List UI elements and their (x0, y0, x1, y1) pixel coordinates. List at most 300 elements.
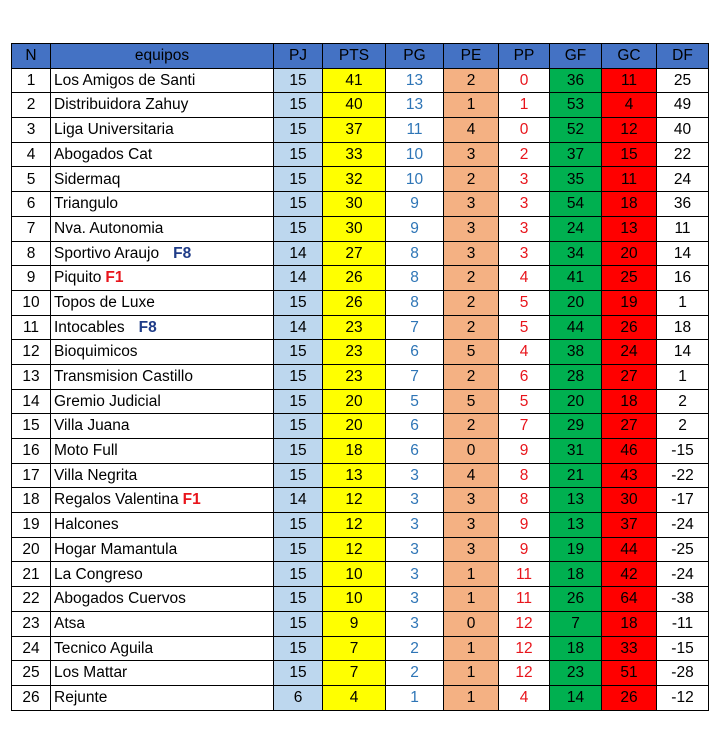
team-flag-badge: F8 (138, 318, 157, 336)
header-gc: GC (602, 44, 657, 69)
cell-gc: 20 (602, 241, 657, 266)
cell-pts: 26 (323, 290, 386, 315)
cell-gf: 26 (550, 587, 602, 612)
team-name: Nva. Autonomia (54, 219, 164, 237)
cell-team (51, 340, 274, 365)
cell-gc: 19 (602, 290, 657, 315)
cell-team (51, 266, 274, 291)
team-name: Halcones (54, 516, 119, 534)
cell-pp: 12 (499, 611, 550, 636)
cell-gf: 7 (550, 611, 602, 636)
table-row (12, 636, 709, 661)
cell-pg: 2 (386, 661, 444, 686)
table-row (12, 118, 709, 143)
cell-gc: 12 (602, 118, 657, 143)
cell-team (51, 488, 274, 513)
team-flag-badge: F1 (105, 269, 124, 287)
cell-gc: 51 (602, 661, 657, 686)
cell-gc: 64 (602, 587, 657, 612)
header-equipos: equipos (51, 44, 274, 69)
table-row (12, 389, 709, 414)
cell-pts: 12 (323, 513, 386, 538)
cell-pj: 15 (274, 463, 323, 488)
cell-pts: 20 (323, 389, 386, 414)
cell-pe: 2 (444, 68, 499, 93)
cell-pts: 7 (323, 661, 386, 686)
cell-pe: 2 (444, 414, 499, 439)
cell-gf: 36 (550, 68, 602, 93)
team-name: Regalos Valentina (54, 491, 179, 509)
team-name: Intocables (54, 318, 125, 336)
cell-pe: 4 (444, 118, 499, 143)
cell-pj: 15 (274, 364, 323, 389)
cell-pp: 8 (499, 488, 550, 513)
cell-pg: 8 (386, 266, 444, 291)
cell-pe: 1 (444, 562, 499, 587)
cell-team (51, 315, 274, 340)
cell-pe: 5 (444, 340, 499, 365)
cell-gf: 54 (550, 192, 602, 217)
cell-gf: 20 (550, 389, 602, 414)
cell-df: 1 (657, 364, 709, 389)
cell-pj: 15 (274, 439, 323, 464)
cell-pp: 1 (499, 93, 550, 118)
cell-pp: 5 (499, 290, 550, 315)
team-name: Sportivo Araujo (54, 244, 160, 262)
table-row (12, 488, 709, 513)
cell-gf: 18 (550, 636, 602, 661)
cell-n: 21 (12, 562, 51, 587)
cell-n: 23 (12, 611, 51, 636)
cell-pts: 18 (323, 439, 386, 464)
cell-pts: 30 (323, 216, 386, 241)
table-row (12, 93, 709, 118)
cell-team (51, 93, 274, 118)
cell-df: -17 (657, 488, 709, 513)
team-flag-badge: F1 (182, 491, 201, 509)
cell-pe: 1 (444, 636, 499, 661)
cell-n: 22 (12, 587, 51, 612)
cell-pg: 1 (386, 685, 444, 710)
cell-pj: 15 (274, 587, 323, 612)
cell-gc: 33 (602, 636, 657, 661)
cell-gf: 53 (550, 93, 602, 118)
cell-pe: 3 (444, 216, 499, 241)
team-name: Sidermaq (54, 170, 121, 188)
cell-gc: 13 (602, 216, 657, 241)
team-name: Los Mattar (54, 664, 128, 682)
cell-pp: 0 (499, 68, 550, 93)
cell-team (51, 118, 274, 143)
cell-gf: 29 (550, 414, 602, 439)
cell-pj: 15 (274, 513, 323, 538)
cell-df: -38 (657, 587, 709, 612)
cell-pj: 15 (274, 68, 323, 93)
cell-pg: 13 (386, 68, 444, 93)
cell-pj: 15 (274, 118, 323, 143)
cell-df: 14 (657, 340, 709, 365)
cell-n: 6 (12, 192, 51, 217)
table-row (12, 587, 709, 612)
cell-n: 18 (12, 488, 51, 513)
team-name: Rejunte (54, 688, 108, 706)
cell-pg: 8 (386, 290, 444, 315)
cell-team (51, 290, 274, 315)
header-pg: PG (386, 44, 444, 69)
cell-df: 2 (657, 414, 709, 439)
cell-pp: 9 (499, 537, 550, 562)
cell-pj: 15 (274, 142, 323, 167)
cell-gc: 46 (602, 439, 657, 464)
cell-n: 8 (12, 241, 51, 266)
cell-pe: 4 (444, 463, 499, 488)
cell-team (51, 389, 274, 414)
team-flag-badge: F8 (173, 244, 192, 262)
cell-pe: 3 (444, 142, 499, 167)
cell-pe: 3 (444, 537, 499, 562)
team-name: Tecnico Aguila (54, 639, 154, 657)
table-row (12, 192, 709, 217)
cell-n: 4 (12, 142, 51, 167)
cell-df: -28 (657, 661, 709, 686)
team-name: Villa Negrita (54, 466, 138, 484)
cell-team (51, 463, 274, 488)
cell-n: 24 (12, 636, 51, 661)
cell-pg: 3 (386, 488, 444, 513)
cell-pg: 5 (386, 389, 444, 414)
team-name: Los Amigos de Santi (54, 71, 196, 89)
cell-pp: 8 (499, 463, 550, 488)
table-row (12, 439, 709, 464)
standings-table (11, 43, 709, 711)
cell-pj: 14 (274, 315, 323, 340)
table-row (12, 315, 709, 340)
cell-pts: 41 (323, 68, 386, 93)
team-name: Villa Juana (54, 417, 130, 435)
cell-gc: 18 (602, 611, 657, 636)
cell-df: 11 (657, 216, 709, 241)
cell-pg: 3 (386, 463, 444, 488)
cell-pj: 15 (274, 93, 323, 118)
cell-pe: 5 (444, 389, 499, 414)
cell-df: 25 (657, 68, 709, 93)
cell-pe: 3 (444, 513, 499, 538)
header-pe: PE (444, 44, 499, 69)
cell-gc: 42 (602, 562, 657, 587)
cell-n: 10 (12, 290, 51, 315)
cell-pe: 2 (444, 364, 499, 389)
cell-pts: 27 (323, 241, 386, 266)
team-name: Liga Universitaria (54, 121, 174, 139)
cell-pts: 23 (323, 340, 386, 365)
cell-df: 22 (657, 142, 709, 167)
cell-pg: 3 (386, 513, 444, 538)
cell-n: 26 (12, 685, 51, 710)
table-row (12, 364, 709, 389)
cell-pe: 1 (444, 587, 499, 612)
cell-pp: 2 (499, 142, 550, 167)
cell-team (51, 414, 274, 439)
cell-df: -22 (657, 463, 709, 488)
header-pp: PP (499, 44, 550, 69)
cell-n: 3 (12, 118, 51, 143)
cell-pj: 15 (274, 611, 323, 636)
table-row (12, 167, 709, 192)
header-gf: GF (550, 44, 602, 69)
cell-gc: 11 (602, 68, 657, 93)
cell-pts: 13 (323, 463, 386, 488)
cell-pg: 6 (386, 340, 444, 365)
cell-team (51, 636, 274, 661)
cell-pg: 3 (386, 587, 444, 612)
cell-pg: 6 (386, 414, 444, 439)
cell-gc: 18 (602, 389, 657, 414)
cell-pg: 10 (386, 142, 444, 167)
cell-pts: 33 (323, 142, 386, 167)
cell-pg: 2 (386, 636, 444, 661)
header-n: N (12, 44, 51, 69)
cell-pp: 4 (499, 685, 550, 710)
cell-df: 2 (657, 389, 709, 414)
cell-pg: 7 (386, 315, 444, 340)
cell-pp: 12 (499, 636, 550, 661)
cell-pj: 15 (274, 192, 323, 217)
cell-df: 40 (657, 118, 709, 143)
cell-df: 36 (657, 192, 709, 217)
cell-pts: 20 (323, 414, 386, 439)
cell-pp: 3 (499, 192, 550, 217)
cell-n: 2 (12, 93, 51, 118)
cell-pts: 23 (323, 315, 386, 340)
cell-pp: 6 (499, 364, 550, 389)
table-row (12, 290, 709, 315)
cell-pp: 5 (499, 389, 550, 414)
cell-gc: 27 (602, 414, 657, 439)
team-name: Atsa (54, 614, 86, 632)
cell-pj: 15 (274, 537, 323, 562)
cell-pp: 9 (499, 439, 550, 464)
cell-pe: 3 (444, 192, 499, 217)
cell-pe: 1 (444, 685, 499, 710)
cell-team (51, 216, 274, 241)
table-row (12, 340, 709, 365)
cell-n: 25 (12, 661, 51, 686)
cell-pj: 14 (274, 266, 323, 291)
cell-pts: 4 (323, 685, 386, 710)
cell-gf: 41 (550, 266, 602, 291)
cell-n: 9 (12, 266, 51, 291)
cell-pj: 15 (274, 290, 323, 315)
cell-gc: 43 (602, 463, 657, 488)
cell-n: 13 (12, 364, 51, 389)
header-pts: PTS (323, 44, 386, 69)
cell-pp: 4 (499, 266, 550, 291)
standings-body (12, 68, 709, 710)
cell-team (51, 192, 274, 217)
cell-pts: 30 (323, 192, 386, 217)
cell-gf: 44 (550, 315, 602, 340)
header-df: DF (657, 44, 709, 69)
cell-n: 1 (12, 68, 51, 93)
cell-gc: 26 (602, 685, 657, 710)
table-row (12, 266, 709, 291)
cell-df: 18 (657, 315, 709, 340)
cell-pg: 3 (386, 537, 444, 562)
cell-pts: 23 (323, 364, 386, 389)
cell-pg: 9 (386, 216, 444, 241)
team-name: Moto Full (54, 442, 118, 460)
cell-pe: 2 (444, 266, 499, 291)
cell-team (51, 611, 274, 636)
table-row (12, 537, 709, 562)
cell-pe: 0 (444, 439, 499, 464)
header-pj: PJ (274, 44, 323, 69)
cell-gf: 18 (550, 562, 602, 587)
cell-df: -11 (657, 611, 709, 636)
cell-team (51, 513, 274, 538)
cell-pts: 12 (323, 537, 386, 562)
cell-pts: 26 (323, 266, 386, 291)
cell-n: 19 (12, 513, 51, 538)
cell-pp: 12 (499, 661, 550, 686)
cell-team (51, 142, 274, 167)
cell-pj: 15 (274, 216, 323, 241)
cell-pj: 14 (274, 241, 323, 266)
cell-gc: 24 (602, 340, 657, 365)
table-row (12, 241, 709, 266)
cell-n: 11 (12, 315, 51, 340)
cell-pe: 3 (444, 241, 499, 266)
cell-team (51, 537, 274, 562)
cell-n: 17 (12, 463, 51, 488)
cell-n: 14 (12, 389, 51, 414)
cell-n: 7 (12, 216, 51, 241)
cell-pp: 3 (499, 241, 550, 266)
cell-gf: 13 (550, 513, 602, 538)
cell-df: 14 (657, 241, 709, 266)
cell-gf: 38 (550, 340, 602, 365)
cell-gc: 44 (602, 537, 657, 562)
header-row (12, 44, 709, 69)
cell-pj: 6 (274, 685, 323, 710)
cell-gc: 30 (602, 488, 657, 513)
cell-pe: 3 (444, 488, 499, 513)
cell-gf: 21 (550, 463, 602, 488)
cell-df: -15 (657, 439, 709, 464)
table-row (12, 661, 709, 686)
cell-df: 49 (657, 93, 709, 118)
cell-pts: 7 (323, 636, 386, 661)
cell-team (51, 241, 274, 266)
cell-pg: 10 (386, 167, 444, 192)
team-name: Topos de Luxe (54, 293, 155, 311)
cell-n: 5 (12, 167, 51, 192)
cell-pj: 15 (274, 661, 323, 686)
cell-team (51, 587, 274, 612)
cell-pe: 2 (444, 315, 499, 340)
cell-pj: 15 (274, 167, 323, 192)
cell-pts: 10 (323, 587, 386, 612)
cell-pj: 15 (274, 414, 323, 439)
cell-pg: 8 (386, 241, 444, 266)
table-row (12, 562, 709, 587)
cell-pg: 9 (386, 192, 444, 217)
team-name: Hogar Mamantula (54, 540, 178, 558)
table-row (12, 685, 709, 710)
cell-pp: 9 (499, 513, 550, 538)
cell-gc: 26 (602, 315, 657, 340)
cell-pj: 15 (274, 389, 323, 414)
team-name: Distribuidora Zahuy (54, 96, 189, 114)
cell-pe: 1 (444, 93, 499, 118)
cell-n: 16 (12, 439, 51, 464)
team-name: Piquito (54, 269, 102, 287)
cell-team (51, 685, 274, 710)
cell-gc: 18 (602, 192, 657, 217)
table-row (12, 414, 709, 439)
cell-gc: 25 (602, 266, 657, 291)
cell-df: -24 (657, 562, 709, 587)
cell-pp: 3 (499, 216, 550, 241)
cell-pg: 11 (386, 118, 444, 143)
cell-pj: 14 (274, 488, 323, 513)
cell-pts: 12 (323, 488, 386, 513)
cell-team (51, 562, 274, 587)
cell-team (51, 439, 274, 464)
cell-pj: 15 (274, 562, 323, 587)
team-name: Gremio Judicial (54, 392, 161, 410)
table-row (12, 611, 709, 636)
team-name: Abogados Cat (54, 145, 153, 163)
cell-df: 24 (657, 167, 709, 192)
team-name: Bioquimicos (54, 343, 138, 361)
cell-team (51, 364, 274, 389)
cell-df: -15 (657, 636, 709, 661)
cell-pts: 9 (323, 611, 386, 636)
team-name: La Congreso (54, 565, 143, 583)
cell-df: -12 (657, 685, 709, 710)
table-row (12, 216, 709, 241)
table-row (12, 513, 709, 538)
cell-pe: 2 (444, 167, 499, 192)
cell-n: 15 (12, 414, 51, 439)
team-name: Transmision Castillo (54, 368, 193, 386)
cell-n: 20 (12, 537, 51, 562)
cell-gc: 11 (602, 167, 657, 192)
cell-df: 1 (657, 290, 709, 315)
cell-gc: 15 (602, 142, 657, 167)
cell-pe: 1 (444, 661, 499, 686)
cell-gf: 35 (550, 167, 602, 192)
cell-gf: 31 (550, 439, 602, 464)
cell-pts: 32 (323, 167, 386, 192)
cell-pts: 37 (323, 118, 386, 143)
cell-pp: 11 (499, 587, 550, 612)
cell-pp: 4 (499, 340, 550, 365)
cell-gf: 52 (550, 118, 602, 143)
cell-gf: 34 (550, 241, 602, 266)
table-row (12, 68, 709, 93)
cell-gf: 19 (550, 537, 602, 562)
cell-n: 12 (12, 340, 51, 365)
cell-pp: 11 (499, 562, 550, 587)
cell-gf: 14 (550, 685, 602, 710)
cell-pg: 13 (386, 93, 444, 118)
cell-pp: 5 (499, 315, 550, 340)
cell-team (51, 167, 274, 192)
cell-gf: 23 (550, 661, 602, 686)
cell-pg: 7 (386, 364, 444, 389)
